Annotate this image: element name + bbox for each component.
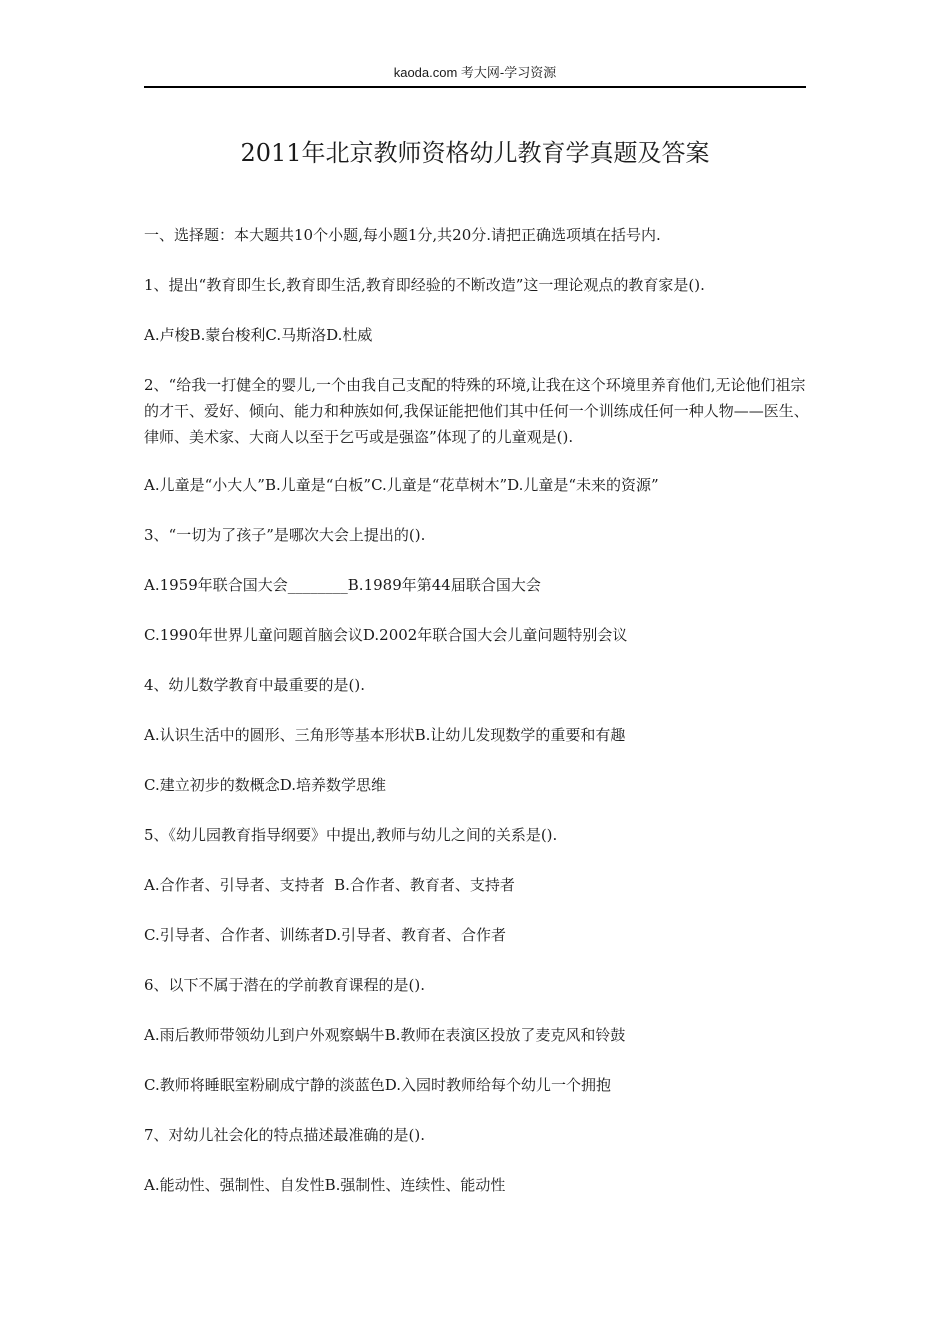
question-6-options-cd: C.教师将睡眠室粉刷成宁静的淡蓝色D.入园时教师给每个幼儿一个拥抱 bbox=[144, 1076, 611, 1094]
question-7-options-ab: A.能动性、强制性、自发性B.强制性、连续性、能动性 bbox=[144, 1176, 506, 1194]
question-3: 3、“一切为了孩子”是哪次大会上提出的(). bbox=[144, 526, 426, 544]
question-4-options-cd: C.建立初步的数概念D.培养数学思维 bbox=[144, 776, 386, 794]
question-4: 4、幼儿数学教育中最重要的是(). bbox=[144, 676, 366, 694]
question-2: 2、“给我一打健全的婴儿,一个由我自己支配的特殊的环境,让我在这个环境里养育他们,无论他们祖宗的才干、爱好、倾向、能力和种族如何,我保证能把他们其中任何一个训练成任何一种人物——医生、律师、美术家、大商人以至于乞丐或是强盗”体现了的儿童观是(). bbox=[144, 376, 809, 446]
section-heading: 一、选择题：本大题共10个小题,每小题1分,共20分.请把正确选项填在括号内. bbox=[144, 226, 661, 244]
question-1: 1、提出“教育即生长,教育即生活,教育即经验的不断改造”这一理论观点的教育家是(). bbox=[144, 276, 705, 294]
question-5: 5、《幼儿园教育指导纲要》中提出,教师与幼儿之间的关系是(). bbox=[144, 826, 558, 844]
page-header: kaoda.com 考大网-学习资源 bbox=[144, 64, 806, 88]
question-3-options-ab: A.1959年联合国大会________B.1989年第44届联合国大会 bbox=[144, 576, 541, 594]
document-title: 2011年北京教师资格幼儿教育学真题及答案 bbox=[240, 139, 710, 167]
question-1-options: A.卢梭B.蒙台梭利C.马斯洛D.杜威 bbox=[144, 326, 373, 344]
question-7: 7、对幼儿社会化的特点描述最准确的是(). bbox=[144, 1126, 426, 1144]
question-3-options-cd: C.1990年世界儿童问题首脑会议D.2002年联合国大会儿童问题特别会议 bbox=[144, 626, 628, 644]
question-4-options-ab: A.认识生活中的圆形、三角形等基本形状B.让幼儿发现数学的重要和有趣 bbox=[144, 726, 626, 744]
document-body bbox=[144, 222, 816, 1222]
question-5-options-ab: A.合作者、引导者、支持者 B.合作者、教育者、支持者 bbox=[144, 876, 515, 894]
question-6: 6、以下不属于潜在的学前教育课程的是(). bbox=[144, 976, 426, 994]
question-2-options: A.儿童是“小大人”B.儿童是“白板”C.儿童是“花草树木”D.儿童是“未来的资源” bbox=[144, 476, 659, 494]
question-6-options-ab: A.雨后教师带领幼儿到户外观察蜗牛B.教师在表演区投放了麦克风和铃鼓 bbox=[144, 1026, 626, 1044]
question-5-options-cd: C.引导者、合作者、训练者D.引导者、教育者、合作者 bbox=[144, 926, 506, 944]
